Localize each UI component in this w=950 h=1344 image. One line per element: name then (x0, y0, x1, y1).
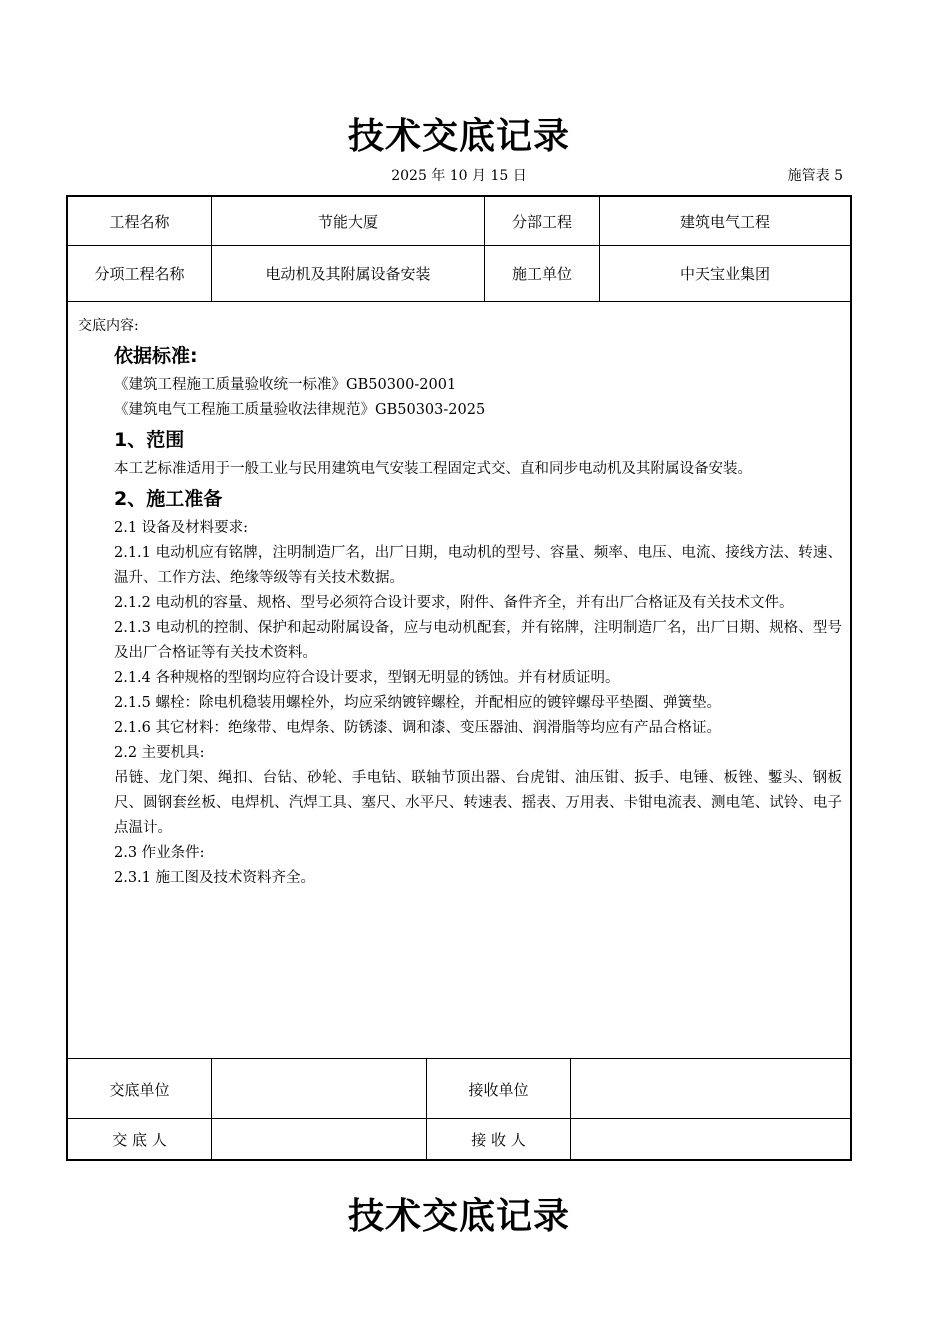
document-title: 技术交底记录 (347, 116, 570, 157)
issuer-unit-field[interactable] (212, 1059, 427, 1119)
issuer-unit-label: 交底单位 (68, 1059, 212, 1119)
header-row-1 (68, 197, 850, 246)
scope-heading: 1、范围 (114, 429, 185, 451)
list-item: 2.1.4 各种规格的型钢均应符合设计要求，型钢无明显的锈蚀。并有材质证明。 (114, 670, 620, 686)
list-item: 2.1 设备及材料要求: (114, 520, 249, 536)
scope-text: 本工艺标准适用于一般工业与民用建筑电气安装工程固定式交、直和同步电动机及其附属设备安装。 (114, 461, 752, 477)
list-item: 2.2 主要机具: (114, 745, 205, 761)
project-value: 节能大厦 (212, 197, 485, 245)
list-item: 2.1.1 电动机应有铭牌，注明制造厂名，出厂日期，电动机的型号、容量、频率、电压、电流、接线方法、转速、温升、工作方法、绝缘等级等有关技术数据。 (114, 545, 842, 586)
contractor-label: 施工单位 (485, 245, 600, 301)
next-page-title: 技术交底记录 (347, 1196, 570, 1237)
project-label: 工程名称 (68, 197, 212, 245)
receiver-unit-label: 接收单位 (427, 1059, 571, 1119)
list-item: 2.1.5 螺栓：除电机稳装用螺栓外，均应采纳镀锌螺栓，并配相应的镀锌螺母平垫圈、弹簧垫。 (114, 695, 721, 711)
content-body (114, 339, 842, 891)
subitem-value: 电动机及其附属设备安装 (212, 245, 485, 301)
receiver-label: 接 收 人 (427, 1119, 571, 1160)
footer-row-2 (68, 1118, 850, 1160)
list-item: 吊链、龙门架、绳扣、台钻、砂轮、手电钻、联轴节顶出器、台虎钳、油压钳、扳手、电锤、板锉、鏨头、钢板尺、圆钢套丝板、电焊机、汽焊工具、塞尺、水平尺、转速表、摇表、万用表、卡钳电流表、测电笔、试铃、电子点温计。 (114, 770, 842, 836)
list-item: 2.1.3 电动机的控制、保护和起动附属设备，应与电动机配套，并有铭牌，注明制造厂名，出厂日期、规格、型号及出厂合格证等有关技术资料。 (114, 620, 842, 661)
form-number: 施管表 5 (787, 168, 843, 184)
list-item: 2.1.6 其它材料：绝缘带、电焊条、防锈漆、调和漆、变压器油、润滑脂等均应有产品合格证。 (114, 720, 721, 736)
receiver-field[interactable] (571, 1119, 850, 1160)
content-label: 交底内容: (78, 318, 139, 334)
header-row-2 (68, 245, 850, 302)
footer-row-1 (68, 1058, 850, 1119)
contractor-value: 中天宝业集团 (679, 264, 770, 283)
issuer-label: 交 底 人 (68, 1119, 212, 1160)
list-item: 2.3 作业条件: (114, 845, 205, 861)
basis-heading: 依据标准: (114, 345, 198, 367)
record-sheet (66, 195, 852, 1161)
prep-heading: 2、施工准备 (114, 488, 223, 510)
record-date: 2025 年 10 月 15 日 (391, 168, 527, 184)
reference-standard: 《建筑工程施工质量验收统一标准》GB50300-2001 (114, 377, 457, 393)
division-value: 建筑电气工程 (679, 212, 770, 231)
receiver-unit-field[interactable] (571, 1059, 850, 1119)
list-item: 2.1.2 电动机的容量、规格、型号必须符合设计要求，附件、备件齐全，并有出厂合格证及有关技术文件。 (114, 595, 794, 611)
issuer-field[interactable] (212, 1119, 427, 1160)
division-label: 分部工程 (485, 197, 600, 245)
content-area (68, 301, 850, 1058)
subitem-label: 分项工程名称 (68, 245, 212, 301)
reference-standard: 《建筑电气工程施工质量验收法律规范》GB50303-2025 (114, 402, 486, 418)
list-item: 2.3.1 施工图及技术资料齐全。 (114, 870, 316, 886)
